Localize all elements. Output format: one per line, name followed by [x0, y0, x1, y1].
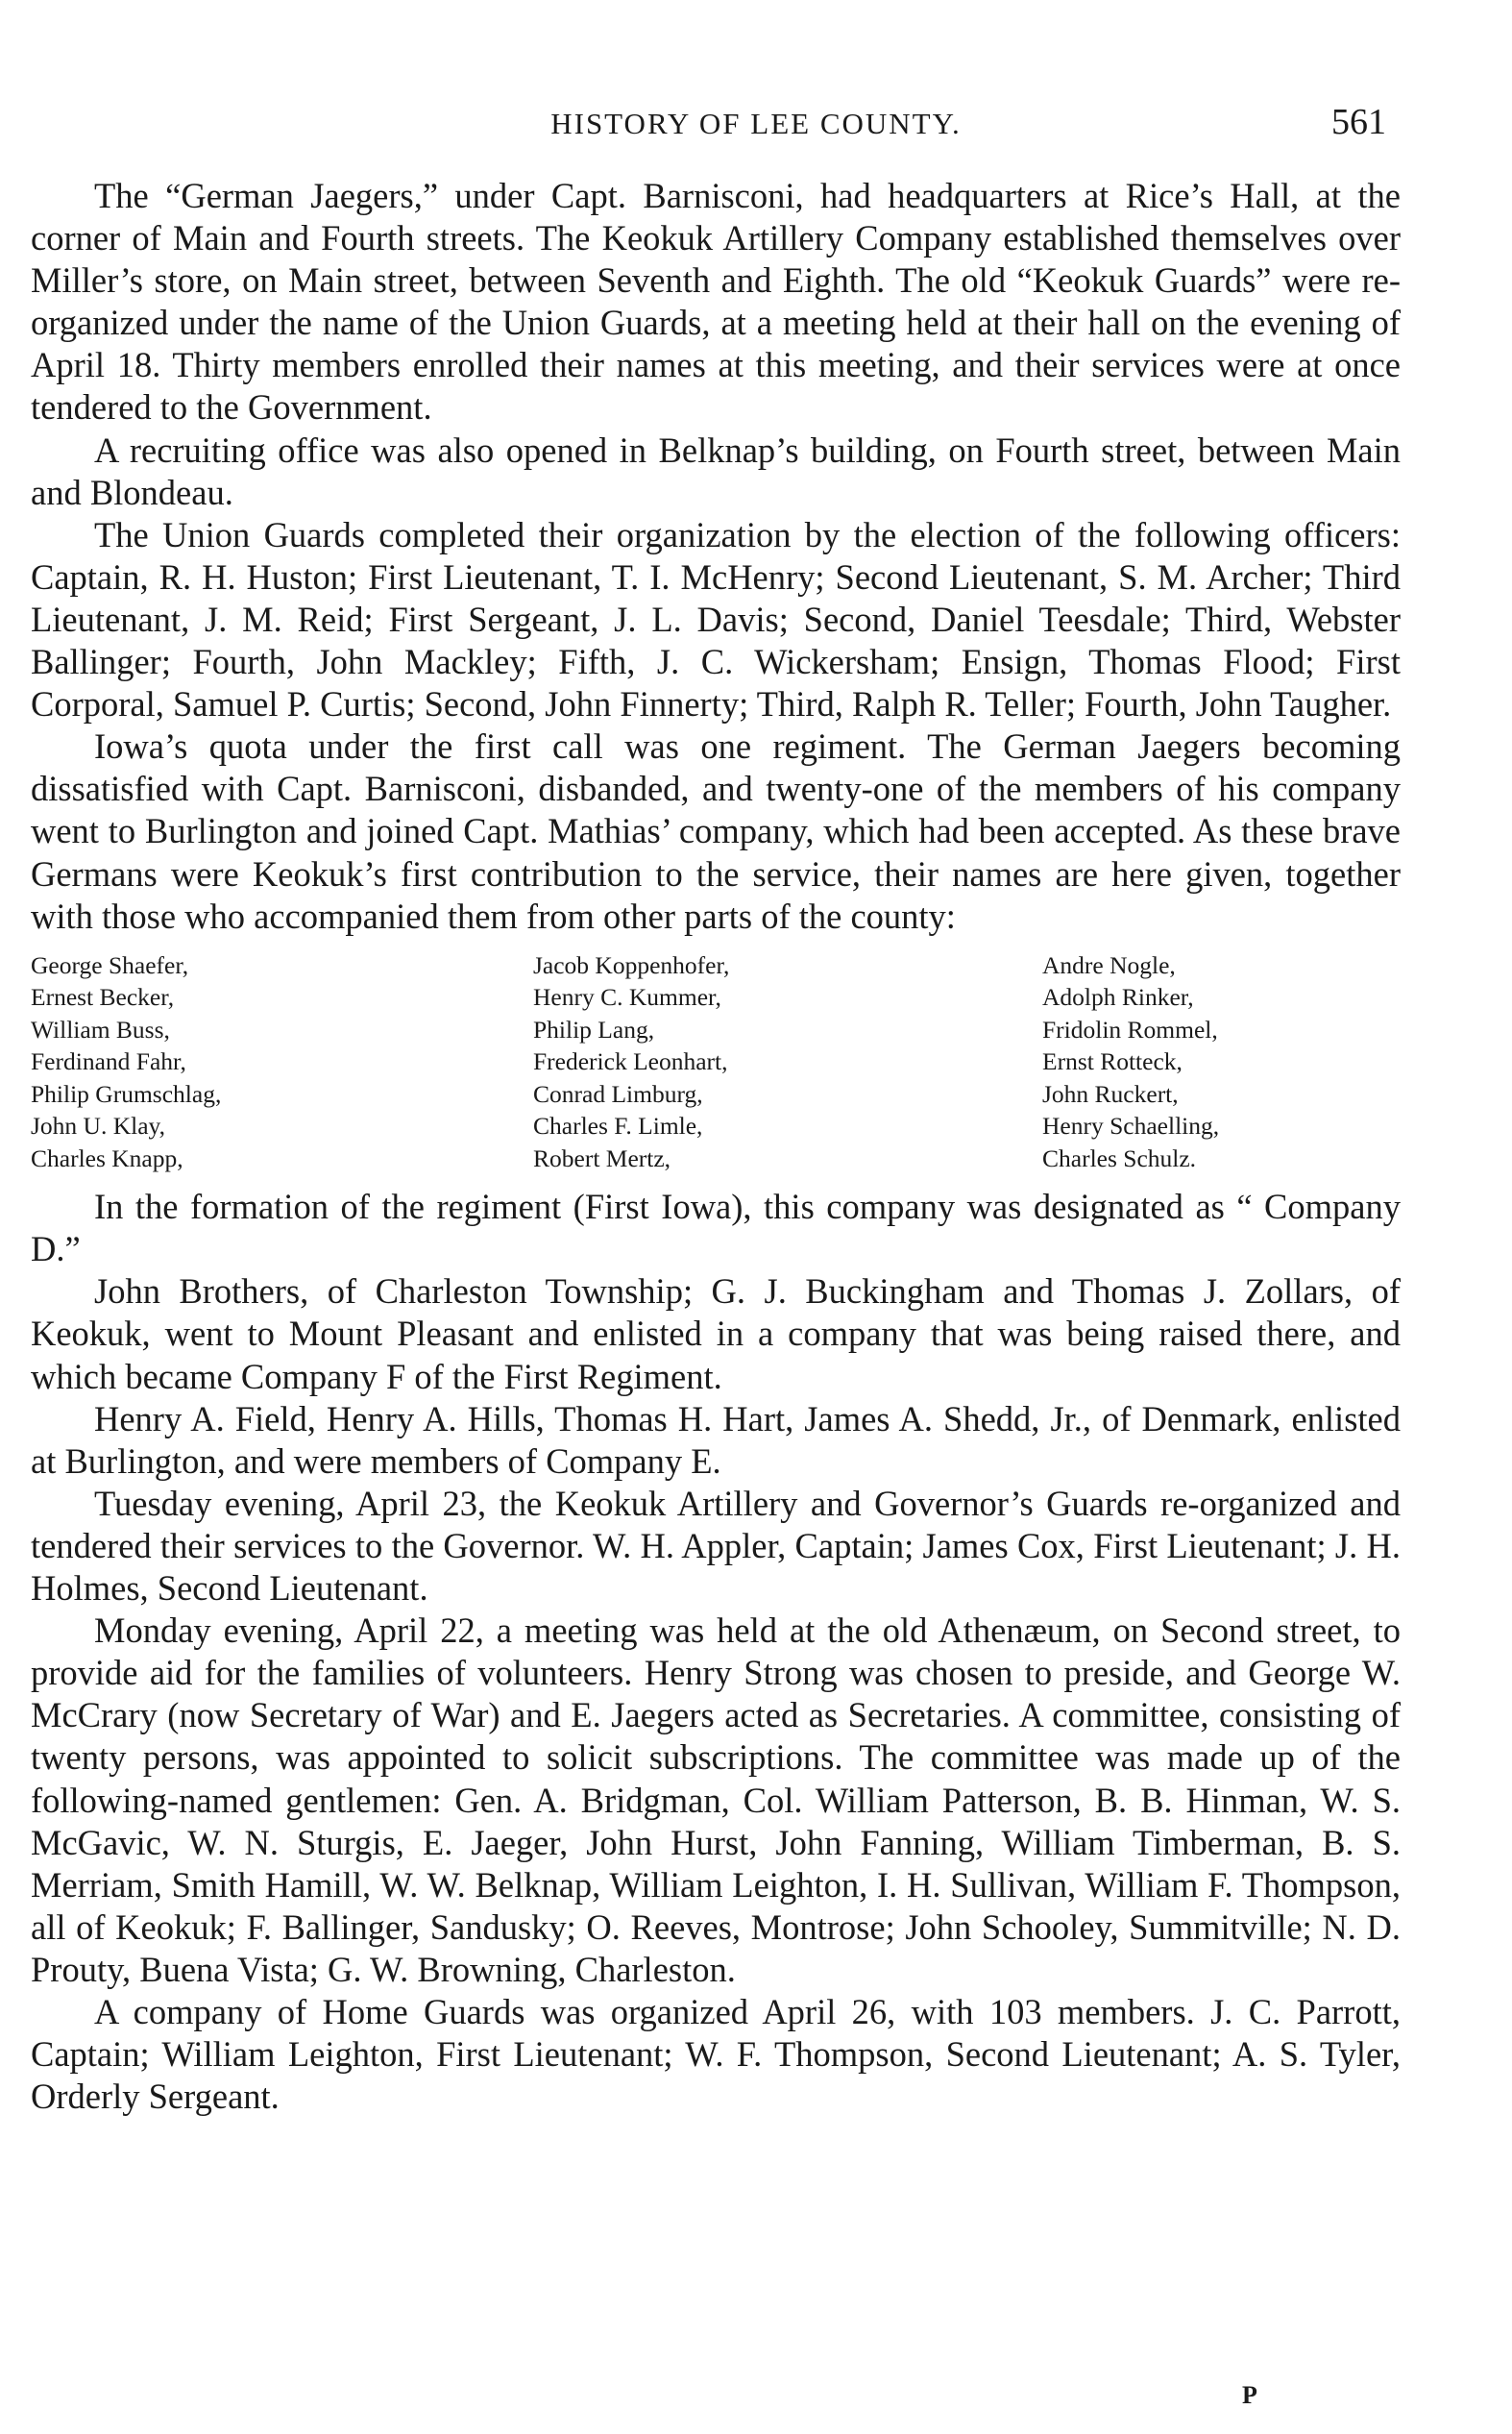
signature-mark: P: [1242, 2381, 1257, 2409]
name-entry: Philip Grumschlag,: [31, 1079, 222, 1108]
page-number: 561: [1331, 102, 1386, 142]
name-entry: Charles F. Limle,: [533, 1112, 703, 1141]
name-entry: Ernest Becker,: [31, 983, 175, 1012]
paragraph: Henry A. Field, Henry A. Hills, Thomas H. Hart, James A. Shedd, Jr., of Denmark, enlisted at Burlington, and were members of Company E.: [31, 1398, 1401, 1481]
name-entry: Henry Schaelling,: [1042, 1112, 1220, 1141]
name-entry: George Shaefer,: [31, 950, 189, 979]
name-entry: Charles Schulz.: [1042, 1143, 1197, 1172]
name-entry: Henry C. Kummer,: [533, 983, 721, 1012]
name-entry: Ferdinand Fahr,: [31, 1047, 186, 1076]
body-text: [31, 175, 1401, 2118]
name-entry: John Ruckert,: [1042, 1079, 1179, 1108]
soldier-name-list: [31, 949, 1401, 1175]
paragraph: John Brothers, of Charleston Township; G. J. Buckingham and Thomas J. Zollars, of Keokuk, went to Mount Pleasant and enlisted in a company that was being raised there, and which became Company F of the First Regiment.: [31, 1271, 1401, 1396]
paragraph: The “German Jaegers,” under Capt. Barnisconi, had headquarters at Rice’s Hall, at the corner of Main and Fourth streets. The Keokuk Artillery Company established themselves over Miller’s store, on Main street, between Seventh and Eighth. The old “Keokuk Guards” were re-organized under the name of the Union Guards, at a meeting held at their hall on the evening of April 18. Thirty members enrolled their names at this meeting, and their services were at once tendered to the Government.: [31, 176, 1401, 428]
paragraph: Tuesday evening, April 23, the Keokuk Artillery and Governor’s Guards re-organized and tendered their services to the Governor. W. H. Appler, Captain; James Cox, First Lieutenant; J. H. Holmes, Second Lieutenant.: [31, 1483, 1401, 1609]
name-entry: Conrad Limburg,: [533, 1079, 703, 1108]
name-entry: Fridolin Rommel,: [1042, 1015, 1218, 1044]
name-entry: Andre Nogle,: [1042, 950, 1176, 979]
paragraph: Iowa’s quota under the first call was one regiment. The German Jaegers becoming dissatisfied with Capt. Barnisconi, disbanded, and twenty-one of the members of his company went to Burlington and joined Capt. Mathias’ company, which had been accepted. As these brave Germans were Keokuk’s first contribution to the service, their names are here given, together with those who accompanied them from other parts of the county:: [31, 726, 1401, 936]
paragraph: Monday evening, April 22, a meeting was held at the old Athenæum, on Second street, to provide aid for the families of volunteers. Henry Strong was chosen to preside, and George W. McCrary (now Secretary of War) and E. Jaegers acted as Secretaries. A committee, consisting of twenty persons, was appointed to solicit subscriptions. The committee was made up of the following-named gentlemen: Gen. A. Bridgman, Col. William Patterson, B. B. Hinman, W. S. McGavic, W. N. Sturgis, E. Jaeger, John Hurst, John Fanning, William Timberman, B. S. Merriam, Smith Hamill, W. W. Belknap, William Leighton, I. H. Sullivan, William F. Thompson, all of Keokuk; F. Ballinger, Sandusky; O. Reeves, Montrose; John Schooley, Summitville; N. D. Prouty, Buena Vista; G. W. Browning, Charleston.: [31, 1610, 1401, 1989]
name-entry: Adolph Rinker,: [1042, 983, 1194, 1012]
running-head: HISTORY OF LEE COUNTY.: [550, 107, 962, 140]
paragraph: A recruiting office was also opened in Belknap’s building, on Fourth street, between Main and Blondeau.: [31, 430, 1401, 512]
name-entry: Charles Knapp,: [31, 1143, 183, 1172]
paragraph: The Union Guards completed their organization by the election of the following officers: Captain, R. H. Huston; First Lieutenant, T. I. McHenry; Second Lieutenant, S. M. Archer; Third Lieutenant, J. M. Reid; First Sergeant, J. L. Davis; Second, Daniel Teesdale; Third, Webster Ballinger; Fourth, John Mackley; Fifth, J. C. Wickersham; Ensign, Thomas Flood; First Corporal, Samuel P. Curtis; Second, John Finnerty; Third, Ralph R. Teller; Fourth, John Taugher.: [31, 514, 1401, 725]
name-entry: Frederick Leonhart,: [533, 1047, 728, 1076]
paragraph: In the formation of the regiment (First Iowa), this company was designated as “ Company D.”: [31, 1187, 1401, 1269]
name-entry: John U. Klay,: [31, 1112, 166, 1141]
name-entry: Jacob Koppenhofer,: [533, 950, 730, 979]
page-header: [0, 101, 1512, 149]
name-entry: Philip Lang,: [533, 1015, 655, 1044]
name-entry: Robert Mertz,: [533, 1143, 671, 1172]
name-entry: William Buss,: [31, 1015, 170, 1044]
paragraph: A company of Home Guards was organized April 26, with 103 members. J. C. Parrott, Captain; William Leighton, First Lieutenant; W. F. Thompson, Second Lieutenant; A. S. Tyler, Orderly Sergeant.: [31, 1991, 1401, 2117]
name-entry: Ernst Rotteck,: [1042, 1047, 1183, 1076]
